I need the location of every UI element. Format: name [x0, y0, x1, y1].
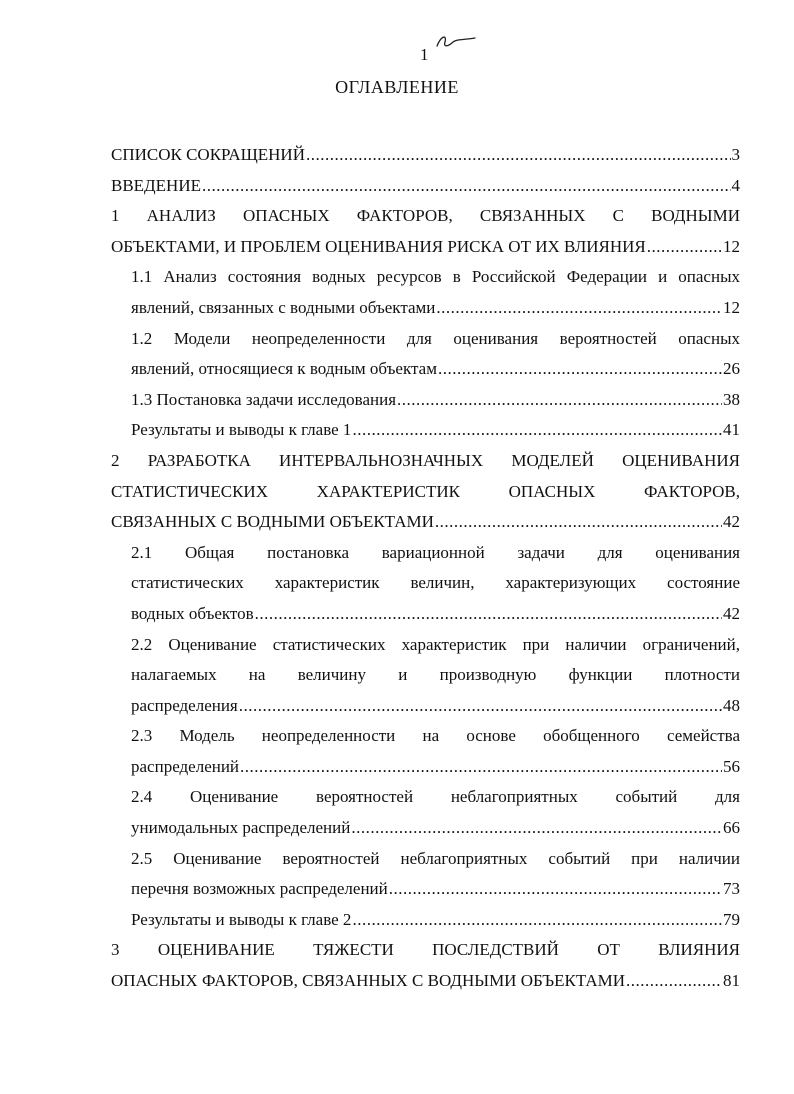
toc-page-number: 12 [723, 297, 740, 317]
toc-entry-line: 2.5 Оценивание вероятностей неблагоприятных событий при наличии [131, 848, 740, 868]
dot-leader [352, 415, 722, 446]
dot-leader [626, 966, 722, 997]
page-number: 1 [420, 45, 429, 64]
toc-entry-section-2-5[interactable] [131, 844, 740, 905]
toc-entry-chapter-1[interactable] [111, 201, 740, 262]
signature-mark [433, 32, 478, 54]
toc-entry-line: 2 РАЗРАБОТКА ИНТЕРВАЛЬНОЗНАЧНЫХ МОДЕЛЕЙ ОЦЕНИВАНИЯ [111, 450, 740, 470]
toc-entry-line: 1.1 Анализ состояния водных ресурсов в Российской Федерации и опасных [131, 267, 740, 287]
dot-leader [397, 385, 722, 416]
dot-leader [306, 140, 731, 171]
toc-entry-section-2-2[interactable] [131, 630, 740, 722]
toc-entry-introduction[interactable] [111, 171, 740, 202]
toc-page-number: 56 [723, 756, 740, 776]
toc-entry-section-2-4[interactable] [131, 782, 740, 843]
toc-entry-line: СТАТИСТИЧЕСКИХ ХАРАКТЕРИСТИК ОПАСНЫХ ФАКТОРОВ, [111, 481, 740, 501]
toc-entry-section-1-3[interactable] [131, 385, 740, 416]
toc-entry-results-chapter-2[interactable] [131, 905, 740, 936]
toc-entry-line: 2.1 Общая постановка вариационной задачи для оценивания [131, 542, 740, 562]
toc-entry-section-2-3[interactable] [131, 721, 740, 782]
toc-page-number: 81 [723, 971, 740, 991]
toc-entry-text: унимодальных распределений [131, 818, 351, 838]
toc-entry-line: 1 АНАЛИЗ ОПАСНЫХ ФАКТОРОВ, СВЯЗАННЫХ С ВОДНЫМИ [111, 206, 740, 226]
dot-leader [239, 691, 722, 722]
toc-entry-abbreviations[interactable] [111, 140, 740, 171]
toc-entry-chapter-2[interactable] [111, 446, 740, 538]
toc-page-number: 12 [723, 236, 740, 256]
toc-entry-text: перечня возможных распределений [131, 879, 388, 899]
toc-entry-text: распределений [131, 756, 240, 776]
toc-entry-text: явлений, связанных с водными объектами [131, 297, 436, 317]
dot-leader [647, 232, 722, 263]
toc-entry-line: 2.2 Оценивание статистических характеристик при наличии ограничений, [131, 634, 740, 654]
toc-page-number: 41 [723, 420, 740, 440]
toc-entry-section-2-1[interactable] [131, 538, 740, 630]
toc-entry-results-chapter-1[interactable] [131, 415, 740, 446]
toc-entry-text: водных объектов [131, 603, 254, 623]
toc-entry-section-1-1[interactable] [131, 262, 740, 323]
toc-entry-text: ОПАСНЫХ ФАКТОРОВ, СВЯЗАННЫХ С ВОДНЫМИ ОБЪЕКТАМИ [111, 971, 626, 991]
toc-page-number: 48 [723, 695, 740, 715]
dot-leader [389, 874, 722, 905]
toc-page-number: 3 [731, 145, 740, 164]
dot-leader [438, 354, 722, 385]
toc-entry-text: Результаты и выводы к главе 2 [131, 909, 352, 929]
toc-entry-text: 1.3 Постановка задачи исследования [131, 389, 397, 409]
dot-leader [202, 171, 731, 202]
toc-page-number: 42 [723, 603, 740, 623]
toc-entry-text: распределения [131, 695, 238, 715]
toc-entry-chapter-3[interactable] [111, 935, 740, 996]
toc-page-number: 73 [723, 879, 740, 899]
toc-page-number: 26 [723, 359, 740, 379]
toc-entry-text: Результаты и выводы к главе 1 [131, 420, 352, 440]
toc-page-number: 79 [723, 909, 740, 929]
table-of-contents [111, 140, 740, 997]
toc-entry-text: СПИСОК СОКРАЩЕНИЙ [111, 145, 305, 164]
toc-page-number: 4 [731, 175, 740, 195]
toc-entry-text: ВВЕДЕНИЕ [111, 175, 201, 195]
dot-leader [352, 905, 722, 936]
toc-page-number: 38 [723, 389, 740, 409]
toc-title: ОГЛАВЛЕНИЕ [335, 77, 459, 97]
toc-entry-text: ОБЪЕКТАМИ, И ПРОБЛЕМ ОЦЕНИВАНИЯ РИСКА ОТ ИХ ВЛИЯНИЯ [111, 236, 646, 256]
toc-entry-line: статистических характеристик величин, характеризующих состояние [131, 573, 740, 593]
toc-entry-line: налагаемых на величину и производную функции плотности [131, 665, 740, 685]
toc-entry-section-1-2[interactable] [131, 324, 740, 385]
toc-entry-line: 2.4 Оценивание вероятностей неблагоприятных событий для [131, 787, 740, 807]
dot-leader [351, 813, 722, 844]
toc-entry-text: СВЯЗАННЫХ С ВОДНЫМИ ОБЪЕКТАМИ [111, 512, 434, 532]
toc-entry-line: 1.2 Модели неопределенности для оценивания вероятностей опасных [131, 328, 740, 348]
toc-page-number: 66 [723, 818, 740, 838]
toc-entry-line: 3 ОЦЕНИВАНИЕ ТЯЖЕСТИ ПОСЛЕДСТВИЙ ОТ ВЛИЯНИЯ [111, 940, 740, 960]
dot-leader [255, 599, 722, 630]
toc-entry-text: явлений, относящиеся к водным объектам [131, 359, 437, 379]
toc-page-number: 42 [723, 512, 740, 532]
toc-entry-line: 2.3 Модель неопределенности на основе обобщенного семейства [131, 726, 740, 746]
dot-leader [240, 752, 722, 783]
dot-leader [435, 507, 722, 538]
dot-leader [436, 293, 722, 324]
